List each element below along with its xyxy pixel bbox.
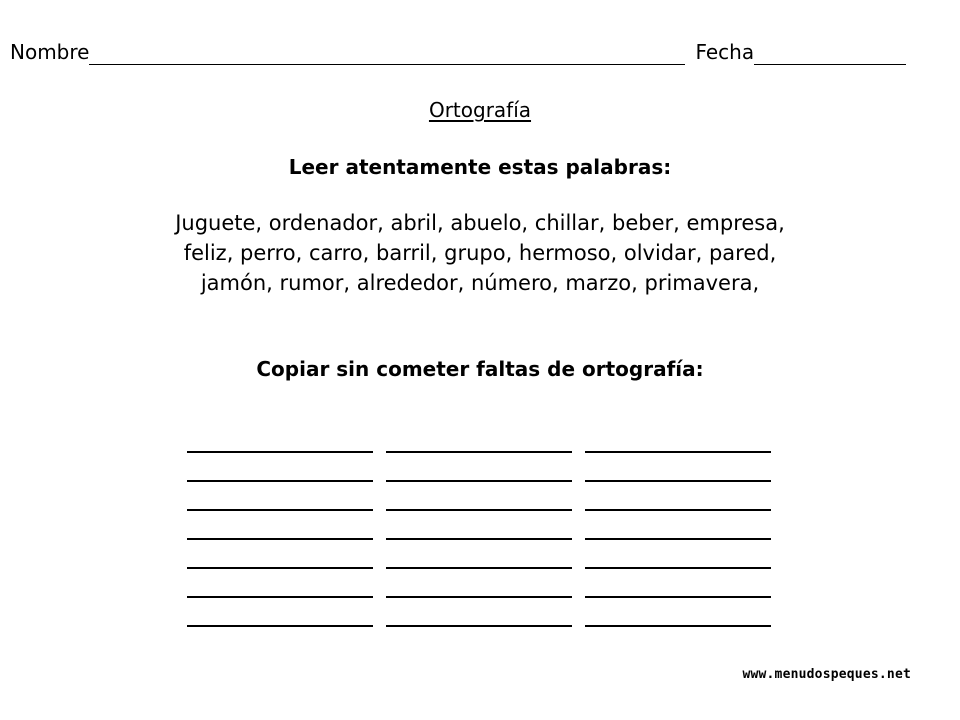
writing-line	[585, 595, 771, 598]
writing-row	[187, 598, 777, 627]
writing-row	[187, 569, 777, 598]
writing-line	[187, 595, 373, 598]
writing-line	[386, 450, 572, 453]
writing-row	[187, 453, 777, 482]
word-list	[0, 208, 960, 298]
date-blank-line	[754, 43, 906, 65]
writing-line	[187, 537, 373, 540]
writing-line	[585, 624, 771, 627]
writing-row	[187, 540, 777, 569]
name-label: Nombre	[10, 40, 90, 64]
writing-line	[585, 566, 771, 569]
writing-line	[187, 479, 373, 482]
word-line: jamón, rumor, alrededor, número, marzo, primavera,	[200, 271, 760, 295]
writing-lines	[187, 424, 777, 627]
page-title: Ortografía	[428, 98, 532, 122]
writing-line	[585, 450, 771, 453]
header	[10, 39, 935, 65]
writing-line	[386, 479, 572, 482]
writing-line	[187, 624, 373, 627]
writing-line	[585, 537, 771, 540]
writing-row	[187, 424, 777, 453]
writing-line	[386, 624, 572, 627]
writing-line	[187, 508, 373, 511]
name-blank-line	[89, 43, 685, 65]
word-line: feliz, perro, carro, barril, grupo, hermoso, olvidar, pared,	[183, 241, 777, 265]
writing-line	[187, 450, 373, 453]
website-credit: www.menudospeques.net	[742, 667, 911, 682]
date-label: Fecha	[695, 40, 755, 64]
writing-line	[187, 566, 373, 569]
writing-line	[386, 595, 572, 598]
writing-line	[386, 537, 572, 540]
writing-line	[585, 479, 771, 482]
copy-instruction: Copiar sin cometer faltas de ortografía:	[256, 357, 704, 381]
read-instruction: Leer atentamente estas palabras:	[288, 155, 672, 179]
writing-line	[585, 508, 771, 511]
page-title-container	[0, 96, 960, 124]
writing-row	[187, 511, 777, 540]
writing-line	[386, 566, 572, 569]
writing-row	[187, 482, 777, 511]
writing-line	[386, 508, 572, 511]
word-line: Juguete, ordenador, abril, abuelo, chillar, beber, empresa,	[175, 211, 785, 235]
